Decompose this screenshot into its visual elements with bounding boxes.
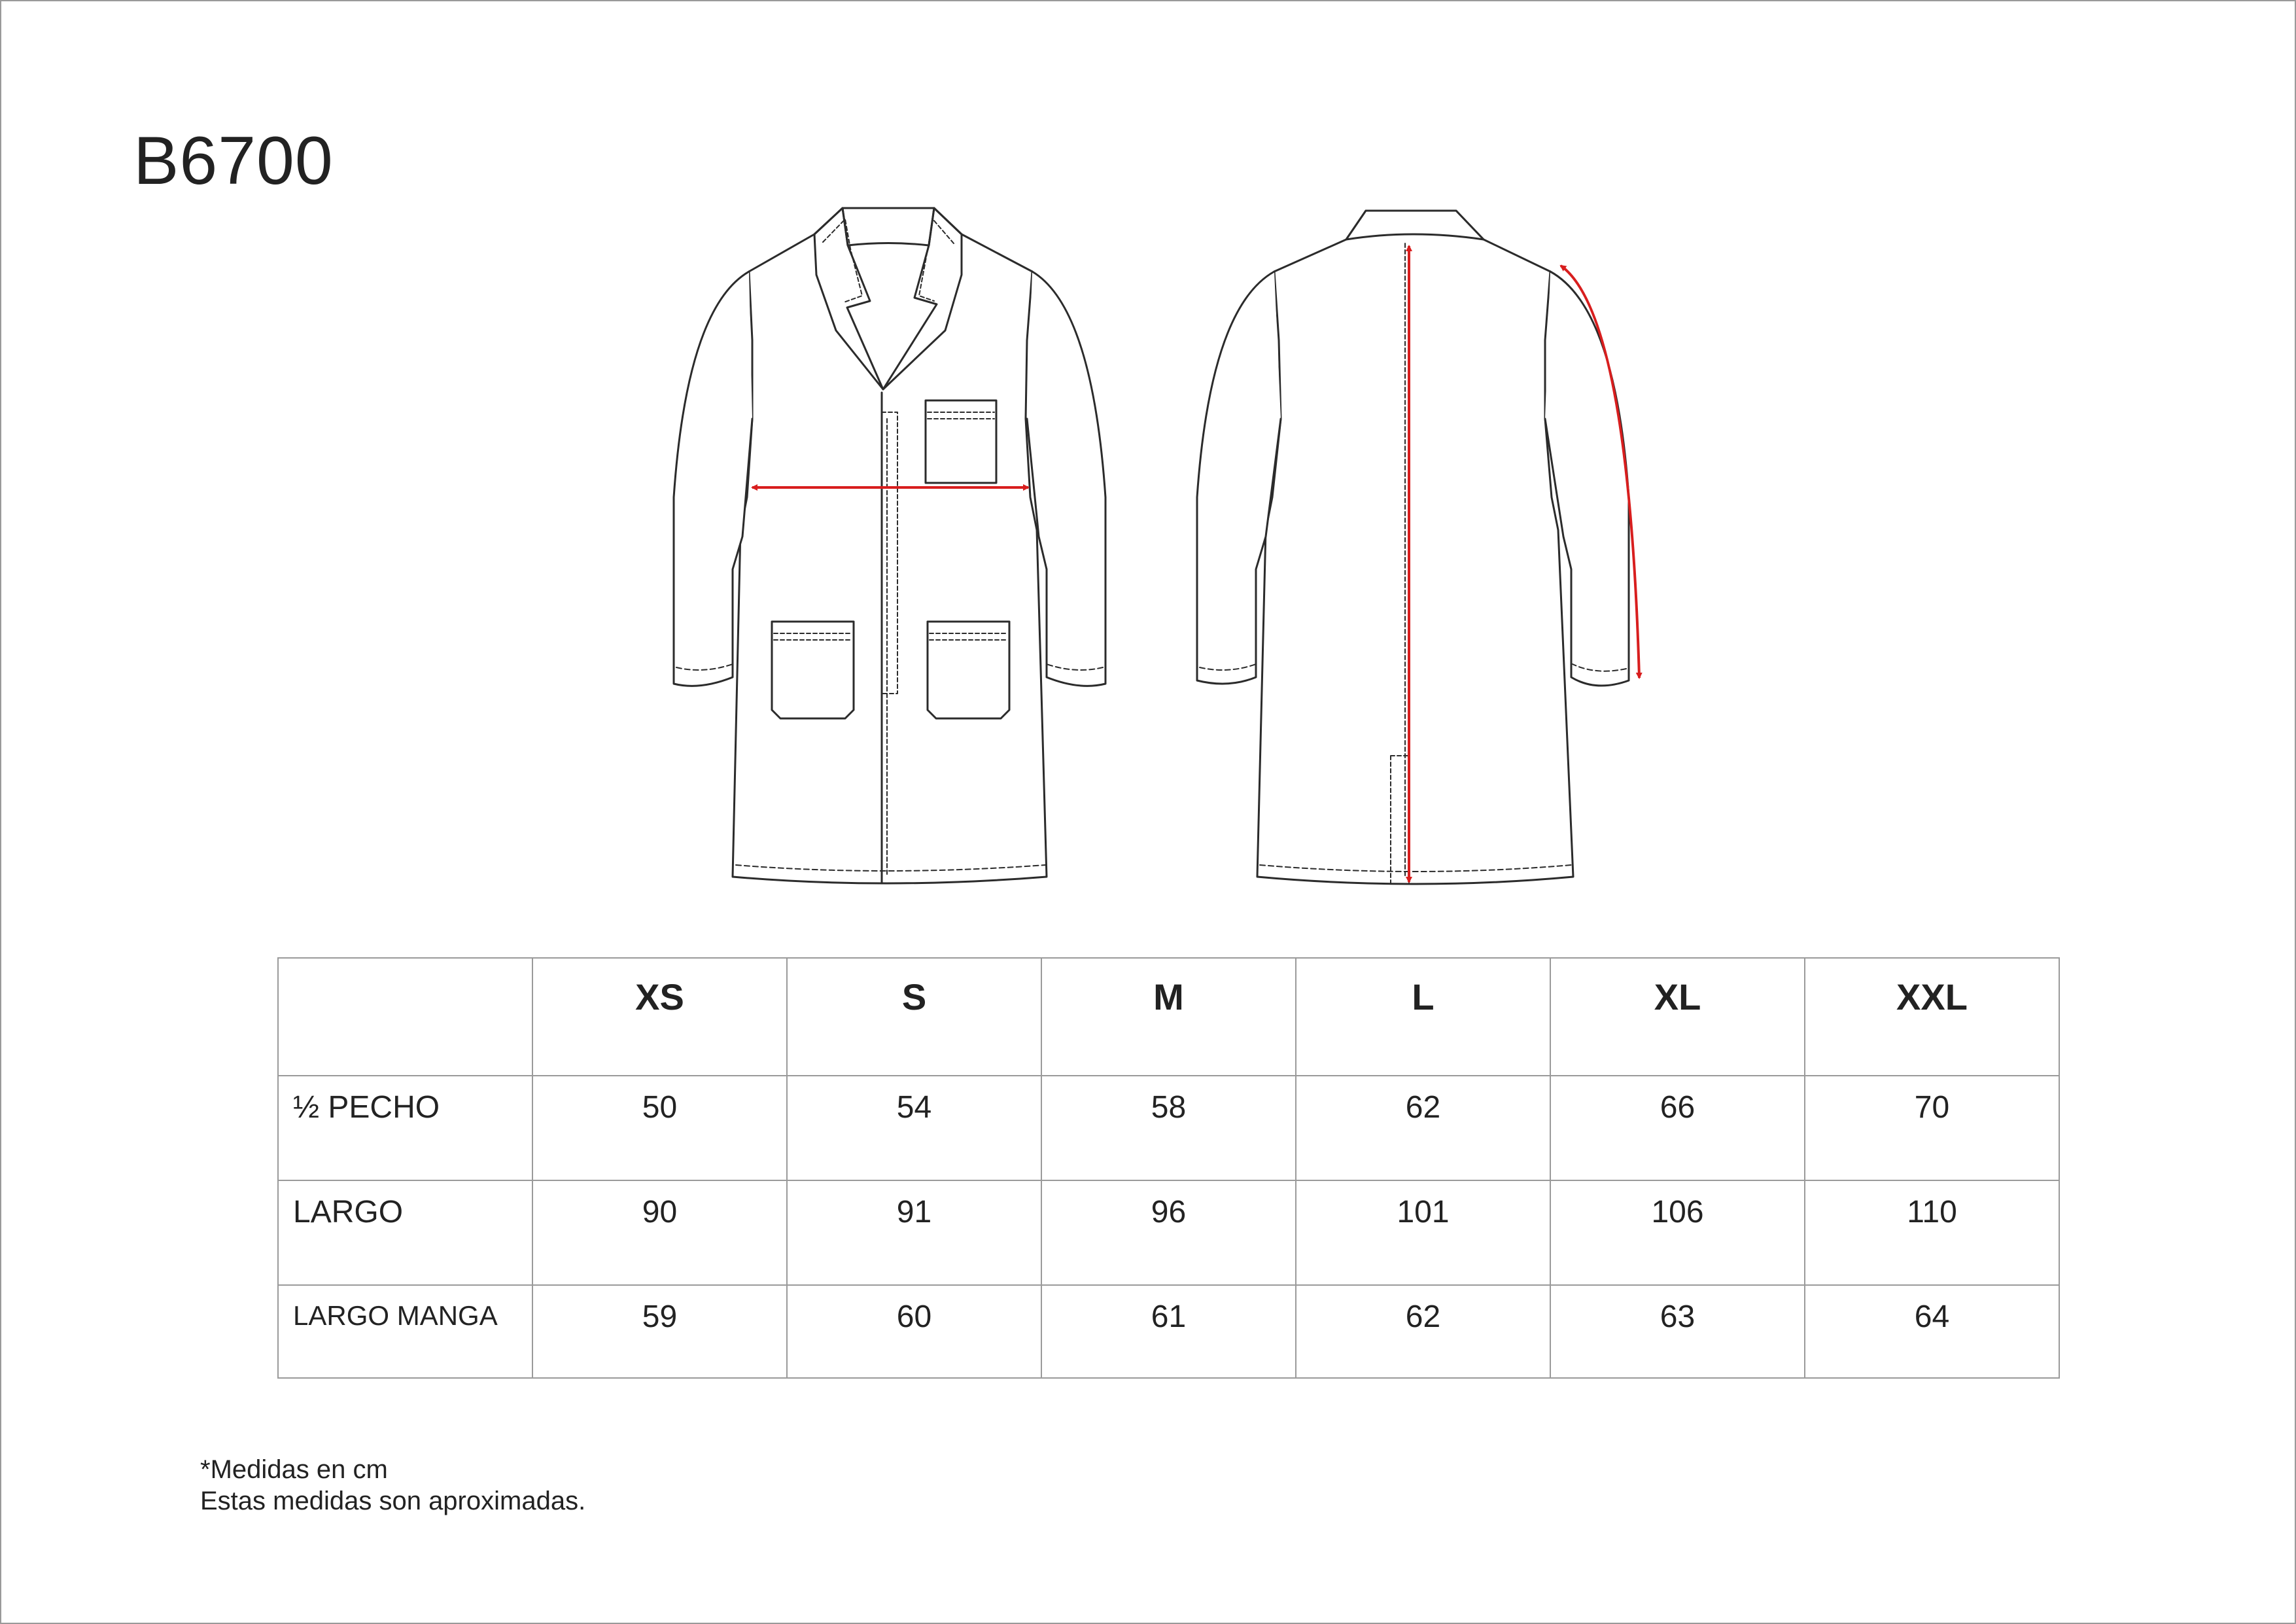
- table-row: [278, 1076, 2059, 1180]
- footnote: [200, 1454, 585, 1517]
- header-cell-m: M: [1041, 958, 1296, 1076]
- table-cell: 110: [1805, 1180, 2059, 1285]
- table-cell: 60: [787, 1285, 1041, 1378]
- front-view-drawing: [674, 208, 1105, 883]
- header-cell-s: S: [787, 958, 1041, 1076]
- row-label: LARGO MANGA: [278, 1285, 532, 1378]
- table-cell: 101: [1296, 1180, 1550, 1285]
- row-label: LARGO: [278, 1180, 532, 1285]
- product-code: B6700: [133, 123, 334, 199]
- table-cell: 96: [1041, 1180, 1296, 1285]
- table-row: [278, 1285, 2059, 1378]
- table-cell: 62: [1296, 1076, 1550, 1180]
- header-cell-l: L: [1296, 958, 1550, 1076]
- table-cell: 61: [1041, 1285, 1296, 1378]
- header-cell-empty: [278, 958, 532, 1076]
- disclaimer-note: Estas medidas son aproximadas.: [200, 1487, 586, 1515]
- table-cell: 70: [1805, 1076, 2059, 1180]
- size-chart-table: [277, 957, 2060, 1379]
- header-cell-xs: XS: [532, 958, 787, 1076]
- table-cell: 90: [532, 1180, 787, 1285]
- table-cell: 91: [787, 1180, 1041, 1285]
- back-view-drawing: [1197, 211, 1629, 884]
- table-cell: 62: [1296, 1285, 1550, 1378]
- table-cell: 58: [1041, 1076, 1296, 1180]
- size-header-row: [278, 958, 2059, 1076]
- row-label: ½ PECHO: [278, 1076, 532, 1180]
- table-cell: 66: [1550, 1076, 1805, 1180]
- units-note: *Medidas en cm: [200, 1455, 388, 1484]
- header-cell-xxl: XXL: [1805, 958, 2059, 1076]
- table-cell: 50: [532, 1076, 787, 1180]
- table-cell: 59: [532, 1285, 787, 1378]
- table-row: [278, 1180, 2059, 1285]
- table-cell: 64: [1805, 1285, 2059, 1378]
- header-cell-xl: XL: [1550, 958, 1805, 1076]
- table-cell: 54: [787, 1076, 1041, 1180]
- table-cell: 106: [1550, 1180, 1805, 1285]
- table-cell: 63: [1550, 1285, 1805, 1378]
